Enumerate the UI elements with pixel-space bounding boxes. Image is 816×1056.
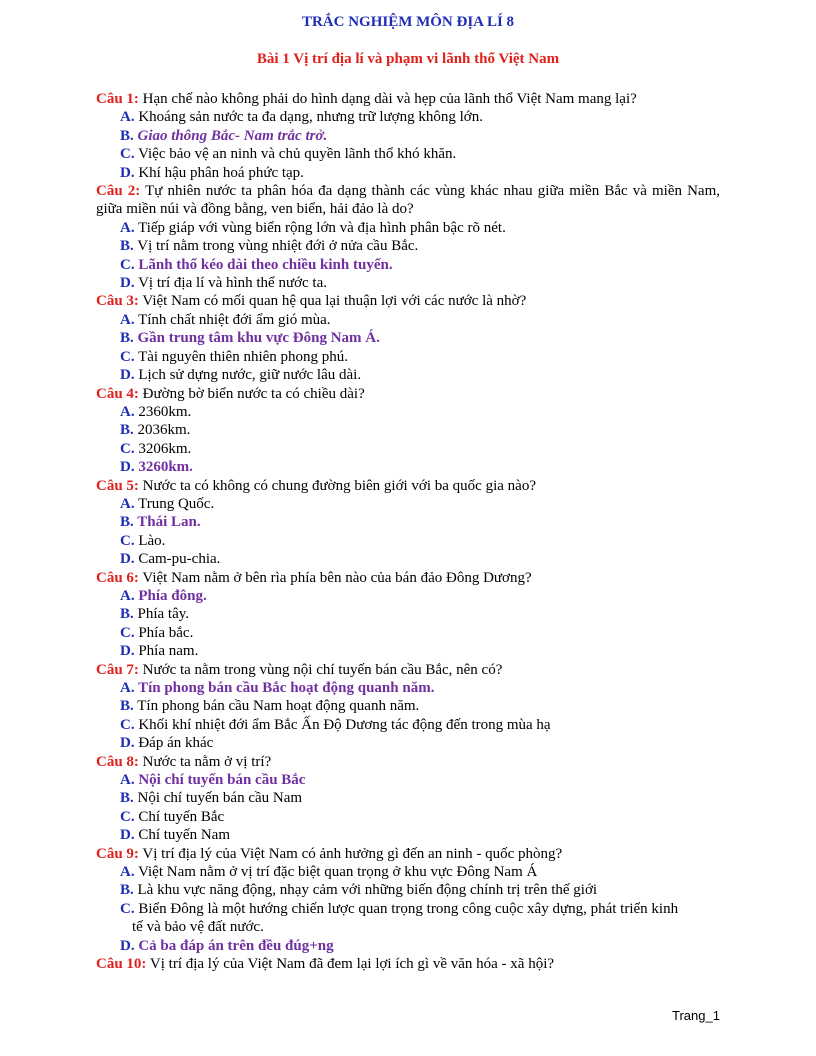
option-letter: A. xyxy=(120,495,135,512)
option-text: Chí tuyến Bắc xyxy=(134,808,225,825)
option-text: Chí tuyến Nam xyxy=(134,827,230,844)
option-letter: A. xyxy=(120,219,135,236)
option-text: Tín phong bán cầu Bắc hoạt động quanh năm. xyxy=(134,680,435,696)
option-letter: B. xyxy=(120,127,134,144)
answer-option xyxy=(96,881,720,899)
answer-option xyxy=(96,164,720,182)
answer-option xyxy=(96,348,720,366)
option-text: Tính chất nhiệt đới ẩm gió mùa. xyxy=(134,311,331,328)
option-text: 3206km. xyxy=(134,440,192,457)
option-letter: B. xyxy=(120,422,134,439)
answer-option xyxy=(96,734,720,752)
option-text: 3260km. xyxy=(134,459,193,476)
question-text: Hạn chế nào không phải do hình dạng dài và hẹp của lãnh thổ Việt Nam mang lại? xyxy=(138,91,637,107)
option-text: 2036km. xyxy=(133,422,191,439)
option-text: Vị trí địa lí và hình thể nước ta. xyxy=(134,275,328,292)
question-number: Câu 6: xyxy=(96,569,139,586)
option-letter: B. xyxy=(120,790,134,807)
option-letter: B. xyxy=(120,514,134,531)
answer-option xyxy=(96,863,720,881)
question-number: Câu 8: xyxy=(96,753,139,770)
question-text: Việt Nam nằm ở bên rìa phía bên nào của bán đảo Đông Dương? xyxy=(138,569,532,586)
option-letter: C. xyxy=(120,808,135,825)
question-text: Nước ta có không có chung đường biên giới với ba quốc gia nào? xyxy=(138,477,536,494)
answer-option xyxy=(96,274,720,292)
correct-answer-option xyxy=(96,329,720,347)
question xyxy=(96,569,720,587)
option-text: Giao thông Bắc- Nam trắc trở. xyxy=(133,127,328,144)
document-title: TRẮC NGHIỆM MÔN ĐỊA LÍ 8 xyxy=(301,14,515,30)
question xyxy=(96,477,720,495)
answer-option xyxy=(96,532,720,550)
correct-answer-option xyxy=(96,587,720,605)
page-number: Trang_1 xyxy=(672,1008,720,1023)
answer-option xyxy=(96,421,720,439)
option-text: Tài nguyên thiên nhiên phong phú. xyxy=(134,348,349,365)
option-letter: A. xyxy=(120,772,135,789)
question xyxy=(96,385,720,403)
answer-option xyxy=(96,716,720,734)
document-subtitle: Bài 1 Vị trí địa lí và phạm vi lãnh thổ Việt Nam xyxy=(256,51,560,67)
correct-answer-option xyxy=(96,458,720,476)
option-letter: A. xyxy=(120,587,135,604)
question-number: Câu 9: xyxy=(96,845,139,862)
correct-answer-option xyxy=(96,127,720,145)
correct-answer-option xyxy=(96,513,720,531)
question-number: Câu 3: xyxy=(96,293,139,310)
option-text: Khí hậu phân hoá phức tạp. xyxy=(134,164,304,181)
correct-answer-option xyxy=(96,771,720,789)
question-list xyxy=(96,90,720,974)
option-text: Tín phong bán cầu Nam hoạt động quanh năm. xyxy=(133,698,420,715)
answer-option xyxy=(96,789,720,807)
option-text: 2360km. xyxy=(134,403,192,420)
option-letter: C. xyxy=(120,624,135,641)
option-letter: C. xyxy=(120,256,135,273)
question-number: Câu 4: xyxy=(96,385,139,402)
option-text: Phía tây. xyxy=(133,606,190,623)
question-text: Nước ta nằm ở vị trí? xyxy=(138,753,272,770)
answer-option xyxy=(96,237,720,255)
option-letter: C. xyxy=(120,440,135,457)
question-text: Nước ta nằm trong vùng nội chí tuyến bán cầu Bắc, nên có? xyxy=(138,661,503,678)
option-letter: D. xyxy=(120,937,135,954)
correct-answer-option xyxy=(96,679,720,697)
question xyxy=(96,845,720,863)
option-text: Gần trung tâm khu vực Đông Nam Á. xyxy=(133,330,380,347)
option-letter: C. xyxy=(120,900,135,917)
answer-option xyxy=(96,311,720,329)
answer-option xyxy=(96,826,720,844)
option-letter: C. xyxy=(120,146,135,163)
answer-option xyxy=(96,440,720,458)
option-letter: A. xyxy=(120,403,135,420)
question xyxy=(96,955,720,973)
answer-option xyxy=(96,642,720,660)
option-letter: A. xyxy=(120,864,135,881)
option-letter: D. xyxy=(120,275,135,292)
question xyxy=(96,661,720,679)
question-number: Câu 5: xyxy=(96,477,139,494)
answer-option xyxy=(96,550,720,568)
option-text: Tiếp giáp với vùng biển rộng lớn và địa hình phân bậc rõ nét. xyxy=(134,219,506,236)
option-letter: D. xyxy=(120,459,135,476)
answer-option xyxy=(96,605,720,623)
option-text: Biển Đông là một hướng chiến lược quan trọng trong công cuộc xây dựng, phát triển kinh xyxy=(134,900,679,917)
option-text: Lào. xyxy=(134,532,166,549)
correct-answer-option xyxy=(96,256,720,274)
option-letter: C. xyxy=(120,348,135,365)
option-text: Đáp án khác xyxy=(134,735,214,752)
answer-option xyxy=(96,900,720,918)
question-text: Việt Nam có mối quan hệ qua lại thuận lợi với các nước là nhờ? xyxy=(138,293,527,310)
option-letter: D. xyxy=(120,827,135,844)
question-number: Câu 2: xyxy=(96,183,141,200)
option-letter: C. xyxy=(120,532,135,549)
question-text: Đường bờ biển nước ta có chiều dài? xyxy=(138,385,365,402)
option-letter: B. xyxy=(120,698,134,715)
answer-option xyxy=(96,366,720,384)
question-text: Tự nhiên nước ta phân hóa đa dạng thành các vùng khác nhau giữa miền Bắc và miền Nam, giữa miền núi và đồng bằng, ven biển, hải đảo là do? xyxy=(96,183,721,218)
option-text: Phía nam. xyxy=(134,643,199,660)
option-text: Lịch sử dựng nước, giữ nước lâu dài. xyxy=(134,367,362,384)
question xyxy=(96,753,720,771)
option-letter: A. xyxy=(120,311,135,328)
answer-option xyxy=(96,108,720,126)
option-text: Việt Nam nằm ở vị trí đặc biệt quan trọng ở khu vực Đông Nam Á xyxy=(134,864,538,881)
question-text: Vị trí địa lý của Việt Nam có ảnh hưởng gì đến an ninh - quốc phòng? xyxy=(138,845,563,862)
option-text: Nội chí tuyến bán cầu Bắc xyxy=(134,772,306,789)
question xyxy=(96,182,720,219)
option-letter: B. xyxy=(120,606,134,623)
answer-option-continuation xyxy=(96,918,720,936)
option-letter: C. xyxy=(120,716,135,733)
option-text: Vị trí nằm trong vùng nhiệt đới ở nửa cầu Bắc. xyxy=(133,238,419,255)
option-text: Nội chí tuyến bán cầu Nam xyxy=(133,790,303,807)
question-number: Câu 7: xyxy=(96,661,139,678)
answer-option xyxy=(96,808,720,826)
question xyxy=(96,90,720,108)
answer-option xyxy=(96,145,720,163)
option-text: Lãnh thổ kéo dài theo chiều kinh tuyến. xyxy=(134,256,393,273)
option-letter: A. xyxy=(120,109,135,126)
option-letter: D. xyxy=(120,164,135,181)
answer-option xyxy=(96,403,720,421)
question-number: Câu 10: xyxy=(96,956,147,973)
question-number: Câu 1: xyxy=(96,91,139,107)
question xyxy=(96,292,720,310)
option-text: Cả ba đáp án trên đều đúg+ng xyxy=(134,937,334,954)
option-letter: D. xyxy=(120,551,135,568)
question-text: Vị trí địa lý của Việt Nam đã đem lại lợi ích gì về văn hóa - xã hội? xyxy=(146,956,555,973)
answer-option xyxy=(96,624,720,642)
option-text: Là khu vực năng động, nhạy cảm với những biến động chính trị trên thế giới xyxy=(133,882,598,899)
option-letter: A. xyxy=(120,680,135,696)
option-text: Cam-pu-chia. xyxy=(134,551,221,568)
option-text: tế và bảo vệ đất nước. xyxy=(132,919,264,936)
option-text: Phía đông. xyxy=(134,587,207,604)
option-letter: B. xyxy=(120,330,134,347)
option-letter: D. xyxy=(120,367,135,384)
option-text: Khoáng sản nước ta đa dạng, nhưng trữ lượng không lớn. xyxy=(134,109,483,126)
option-text: Trung Quốc. xyxy=(134,495,215,512)
option-text: Thái Lan. xyxy=(133,514,201,531)
option-text: Khối khí nhiệt đới ẩm Bắc Ấn Độ Dương tác động đến trong mùa hạ xyxy=(134,716,551,733)
option-letter: D. xyxy=(120,735,135,752)
option-text: Việc bảo vệ an ninh và chủ quyền lãnh thổ khó khăn. xyxy=(134,146,457,163)
option-letter: B. xyxy=(120,238,134,255)
option-text: Phía bắc. xyxy=(134,624,194,641)
answer-option xyxy=(96,495,720,513)
answer-option xyxy=(96,697,720,715)
option-letter: B. xyxy=(120,882,134,899)
answer-option xyxy=(96,219,720,237)
option-letter: D. xyxy=(120,643,135,660)
correct-answer-option xyxy=(96,937,720,955)
